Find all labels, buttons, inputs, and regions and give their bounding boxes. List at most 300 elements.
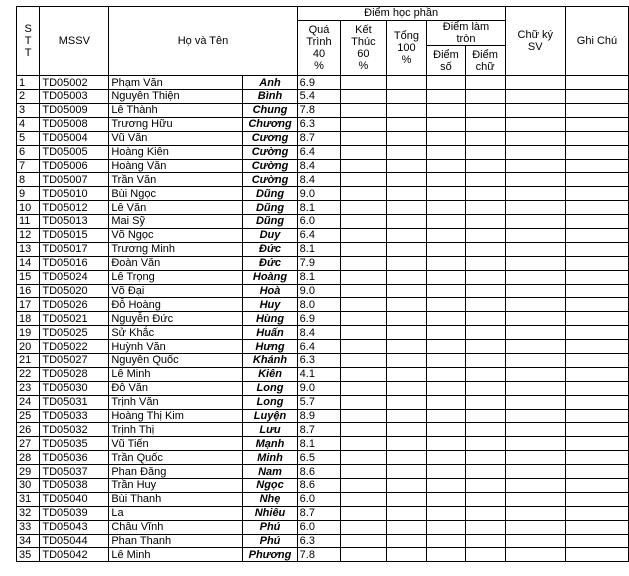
ho-cell: Hoàng Thị Kim [109,409,243,423]
chu-ky-cell [505,548,565,562]
qua-trinh-cell: 6.0 [297,215,341,229]
stt-cell: 17 [17,298,40,312]
chu-ky-cell [505,76,565,90]
ho-cell: Phạm Văn [109,76,243,90]
tong-cell [386,90,427,104]
ho-cell: Võ Đại [109,284,243,298]
stt-cell: 2 [17,90,40,104]
stt-cell: 9 [17,187,40,201]
table-row [17,284,629,298]
tong-cell [386,159,427,173]
mssv-cell: TD05030 [40,381,109,395]
header-qua-trinh: Quá Trình 40 % [297,21,341,76]
ten-cell: Bình [243,90,297,104]
diem-so-cell [427,548,465,562]
ten-cell: Cường [243,173,297,187]
ten-cell: Lưu [243,423,297,437]
table-row [17,340,629,354]
ghi-chu-cell [565,76,628,90]
mssv-cell: TD05043 [40,520,109,534]
diem-chu-cell [465,215,505,229]
ket-thuc-cell [341,423,386,437]
tong-cell [386,437,427,451]
qua-trinh-cell: 8.1 [297,201,341,215]
tong-cell [386,131,427,145]
diem-so-cell [427,326,465,340]
ho-cell: Phan Đăng [109,465,243,479]
table-row [17,90,629,104]
ten-cell: Hoàng [243,270,297,284]
ho-cell: Trương Hữu [109,117,243,131]
stt-cell: 14 [17,256,40,270]
tong-cell [386,506,427,520]
ten-cell: Anh [243,76,297,90]
tong-cell [386,395,427,409]
qua-trinh-cell: 9.0 [297,284,341,298]
ket-thuc-cell [341,145,386,159]
chu-ky-cell [505,145,565,159]
ho-cell: Trịnh Thị [109,423,243,437]
chu-ky-cell [505,520,565,534]
diem-so-cell [427,215,465,229]
ghi-chu-cell [565,548,628,562]
ghi-chu-cell [565,492,628,506]
header-diem-chu: Điểm chữ [465,46,505,76]
ket-thuc-cell [341,298,386,312]
diem-so-cell [427,367,465,381]
mssv-cell: TD05025 [40,326,109,340]
chu-ky-cell [505,423,565,437]
ten-cell: Luyện [243,409,297,423]
qua-trinh-cell: 8.4 [297,159,341,173]
ghi-chu-cell [565,270,628,284]
ket-thuc-cell [341,326,386,340]
ket-thuc-cell [341,256,386,270]
ghi-chu-cell [565,367,628,381]
ho-cell: Nguyễn Thiện [109,90,243,104]
ten-cell: Phú [243,520,297,534]
table-row [17,256,629,270]
diem-so-cell [427,117,465,131]
diem-so-cell [427,506,465,520]
diem-so-cell [427,256,465,270]
ten-cell: Chương [243,117,297,131]
chu-ky-cell [505,479,565,493]
ho-cell: Sử Khắc [109,326,243,340]
ten-cell: Khánh [243,354,297,368]
ghi-chu-cell [565,284,628,298]
ket-thuc-cell [341,451,386,465]
ho-cell: Bùi Ngọc [109,187,243,201]
diem-chu-cell [465,479,505,493]
ho-cell: La [109,506,243,520]
mssv-cell: TD05031 [40,395,109,409]
diem-so-cell [427,76,465,90]
ho-cell: Mai Sỹ [109,215,243,229]
qua-trinh-cell: 8.1 [297,437,341,451]
ho-cell: Hoàng Văn [109,159,243,173]
qua-trinh-cell: 6.5 [297,451,341,465]
table-row [17,76,629,90]
table-row [17,395,629,409]
ten-cell: Nhẹ [243,492,297,506]
ket-thuc-cell [341,534,386,548]
chu-ky-cell [505,298,565,312]
table-row [17,270,629,284]
chu-ky-cell [505,437,565,451]
chu-ky-cell [505,340,565,354]
stt-cell: 26 [17,423,40,437]
ghi-chu-cell [565,159,628,173]
qua-trinh-cell: 6.4 [297,228,341,242]
ten-cell: Dũng [243,215,297,229]
ket-thuc-cell [341,117,386,131]
header-stt: S T T [17,7,40,76]
ket-thuc-cell [341,242,386,256]
ghi-chu-cell [565,381,628,395]
ket-thuc-cell [341,90,386,104]
ho-cell: Trần Huy [109,479,243,493]
stt-cell: 27 [17,437,40,451]
ten-cell: Mạnh [243,437,297,451]
ket-thuc-cell [341,103,386,117]
ho-cell: Hoàng Kiên [109,145,243,159]
chu-ky-cell [505,326,565,340]
ghi-chu-cell [565,479,628,493]
grade-table [16,6,629,562]
ket-thuc-cell [341,173,386,187]
diem-chu-cell [465,409,505,423]
ten-cell: Huy [243,298,297,312]
chu-ky-cell [505,256,565,270]
chu-ky-cell [505,534,565,548]
diem-chu-cell [465,103,505,117]
qua-trinh-cell: 8.7 [297,131,341,145]
ho-cell: Vũ Văn [109,131,243,145]
diem-so-cell [427,103,465,117]
mssv-cell: TD05013 [40,215,109,229]
stt-cell: 25 [17,409,40,423]
stt-cell: 11 [17,215,40,229]
diem-so-cell [427,242,465,256]
student-rows [17,76,629,562]
ghi-chu-cell [565,187,628,201]
ten-cell: Đức [243,256,297,270]
ten-cell: Huấn [243,326,297,340]
ket-thuc-cell [341,520,386,534]
diem-chu-cell [465,520,505,534]
diem-so-cell [427,340,465,354]
ket-thuc-cell [341,367,386,381]
diem-chu-cell [465,381,505,395]
ket-thuc-cell [341,548,386,562]
ghi-chu-cell [565,520,628,534]
ho-cell: Vũ Tiến [109,437,243,451]
diem-chu-cell [465,76,505,90]
ghi-chu-cell [565,465,628,479]
tong-cell [386,492,427,506]
stt-cell: 4 [17,117,40,131]
diem-chu-cell [465,228,505,242]
ghi-chu-cell [565,354,628,368]
diem-chu-cell [465,326,505,340]
mssv-cell: TD05007 [40,173,109,187]
stt-cell: 21 [17,354,40,368]
ket-thuc-cell [341,131,386,145]
table-row [17,381,629,395]
diem-chu-cell [465,492,505,506]
diem-chu-cell [465,340,505,354]
tong-cell [386,534,427,548]
qua-trinh-cell: 6.0 [297,520,341,534]
mssv-cell: TD05016 [40,256,109,270]
mssv-cell: TD05033 [40,409,109,423]
table-row [17,201,629,215]
tong-cell [386,242,427,256]
ten-cell: Cường [243,145,297,159]
ten-cell: Phương [243,548,297,562]
stt-cell: 23 [17,381,40,395]
ghi-chu-cell [565,256,628,270]
qua-trinh-cell: 8.1 [297,270,341,284]
ghi-chu-cell [565,228,628,242]
table-row [17,187,629,201]
stt-cell: 16 [17,284,40,298]
table-row [17,117,629,131]
mssv-cell: TD05027 [40,354,109,368]
qua-trinh-cell: 6.3 [297,117,341,131]
diem-chu-cell [465,423,505,437]
table-row [17,159,629,173]
diem-so-cell [427,159,465,173]
tong-cell [386,465,427,479]
diem-so-cell [427,423,465,437]
chu-ky-cell [505,395,565,409]
table-row [17,423,629,437]
ten-cell: Chung [243,103,297,117]
diem-chu-cell [465,451,505,465]
header-mssv: MSSV [40,7,109,76]
mssv-cell: TD05039 [40,506,109,520]
diem-chu-cell [465,173,505,187]
chu-ky-cell [505,215,565,229]
ho-cell: Võ Ngọc [109,228,243,242]
ten-cell: Minh [243,451,297,465]
qua-trinh-cell: 6.4 [297,340,341,354]
mssv-cell: TD05002 [40,76,109,90]
ghi-chu-cell [565,117,628,131]
table-row [17,451,629,465]
mssv-cell: TD05037 [40,465,109,479]
mssv-cell: TD05035 [40,437,109,451]
stt-cell: 5 [17,131,40,145]
chu-ky-cell [505,270,565,284]
qua-trinh-cell: 7.8 [297,103,341,117]
ho-cell: Nguyễn Quốc [109,354,243,368]
diem-so-cell [427,298,465,312]
ket-thuc-cell [341,201,386,215]
mssv-cell: TD05024 [40,270,109,284]
diem-chu-cell [465,312,505,326]
qua-trinh-cell: 7.9 [297,256,341,270]
diem-so-cell [427,201,465,215]
chu-ky-cell [505,284,565,298]
ho-cell: Nguyễn Đức [109,312,243,326]
ket-thuc-cell [341,465,386,479]
tong-cell [386,228,427,242]
ten-cell: Hùng [243,312,297,326]
table-row [17,465,629,479]
header-tong: Tổng 100 % [386,21,427,76]
ket-thuc-cell [341,187,386,201]
stt-cell: 28 [17,451,40,465]
table-row [17,492,629,506]
diem-so-cell [427,173,465,187]
tong-cell [386,548,427,562]
header-ghi-chu: Ghi Chú [565,7,628,76]
header-diem-so: Điểm số [427,46,465,76]
header-chu-ky: Chữ ký SV [505,7,565,76]
stt-cell: 18 [17,312,40,326]
chu-ky-cell [505,451,565,465]
ten-cell: Dũng [243,187,297,201]
qua-trinh-cell: 8.1 [297,242,341,256]
table-row [17,479,629,493]
diem-so-cell [427,270,465,284]
qua-trinh-cell: 8.7 [297,506,341,520]
diem-chu-cell [465,117,505,131]
stt-cell: 10 [17,201,40,215]
mssv-cell: TD05020 [40,284,109,298]
diem-so-cell [427,465,465,479]
qua-trinh-cell: 6.9 [297,76,341,90]
ho-cell: Đỗ Văn [109,381,243,395]
chu-ky-cell [505,187,565,201]
table-row [17,534,629,548]
chu-ky-cell [505,354,565,368]
ghi-chu-cell [565,298,628,312]
chu-ky-cell [505,312,565,326]
diem-so-cell [427,131,465,145]
ten-cell: Nam [243,465,297,479]
tong-cell [386,298,427,312]
ho-cell: Trương Minh [109,242,243,256]
tong-cell [386,423,427,437]
ho-cell: Châu Vĩnh [109,520,243,534]
ghi-chu-cell [565,326,628,340]
qua-trinh-cell: 6.0 [297,492,341,506]
tong-cell [386,145,427,159]
stt-cell: 7 [17,159,40,173]
ghi-chu-cell [565,201,628,215]
diem-so-cell [427,451,465,465]
qua-trinh-cell: 8.7 [297,423,341,437]
stt-cell: 35 [17,548,40,562]
mssv-cell: TD05012 [40,201,109,215]
ho-cell: Trần Văn [109,173,243,187]
tong-cell [386,354,427,368]
diem-chu-cell [465,242,505,256]
qua-trinh-cell: 8.4 [297,326,341,340]
diem-chu-cell [465,548,505,562]
diem-so-cell [427,312,465,326]
chu-ky-cell [505,381,565,395]
table-row [17,131,629,145]
ket-thuc-cell [341,395,386,409]
mssv-cell: TD05044 [40,534,109,548]
diem-chu-cell [465,201,505,215]
table-row [17,228,629,242]
tong-cell [386,340,427,354]
diem-chu-cell [465,367,505,381]
ghi-chu-cell [565,312,628,326]
ho-cell: Phan Thanh [109,534,243,548]
diem-so-cell [427,381,465,395]
ho-cell: Lê Minh [109,367,243,381]
mssv-cell: TD05004 [40,131,109,145]
tong-cell [386,284,427,298]
qua-trinh-cell: 9.0 [297,187,341,201]
ket-thuc-cell [341,381,386,395]
tong-cell [386,76,427,90]
ten-cell: Đức [243,242,297,256]
stt-cell: 3 [17,103,40,117]
table-row [17,409,629,423]
ghi-chu-cell [565,534,628,548]
tong-cell [386,409,427,423]
stt-cell: 8 [17,173,40,187]
stt-cell: 19 [17,326,40,340]
diem-chu-cell [465,284,505,298]
diem-so-cell [427,187,465,201]
tong-cell [386,117,427,131]
ho-cell: Trần Quốc [109,451,243,465]
mssv-cell: TD05026 [40,298,109,312]
diem-so-cell [427,284,465,298]
grade-sheet [16,6,629,562]
mssv-cell: TD05015 [40,228,109,242]
ghi-chu-cell [565,242,628,256]
qua-trinh-cell: 5.7 [297,395,341,409]
chu-ky-cell [505,201,565,215]
ten-cell: Nhiêu [243,506,297,520]
ghi-chu-cell [565,437,628,451]
table-row [17,173,629,187]
ten-cell: Hoà [243,284,297,298]
stt-cell: 24 [17,395,40,409]
ket-thuc-cell [341,437,386,451]
ho-cell: Lê Thành [109,103,243,117]
diem-so-cell [427,409,465,423]
diem-so-cell [427,145,465,159]
diem-so-cell [427,520,465,534]
chu-ky-cell [505,242,565,256]
mssv-cell: TD05017 [40,242,109,256]
diem-so-cell [427,437,465,451]
diem-chu-cell [465,90,505,104]
ket-thuc-cell [341,354,386,368]
ho-cell: Đoàn Văn [109,256,243,270]
tong-cell [386,326,427,340]
qua-trinh-cell: 6.4 [297,145,341,159]
chu-ky-cell [505,367,565,381]
chu-ky-cell [505,103,565,117]
ho-cell: Lê Văn [109,201,243,215]
header-hoten: Họ và Tên [109,7,297,76]
diem-so-cell [427,492,465,506]
tong-cell [386,381,427,395]
ten-cell: Cường [243,159,297,173]
